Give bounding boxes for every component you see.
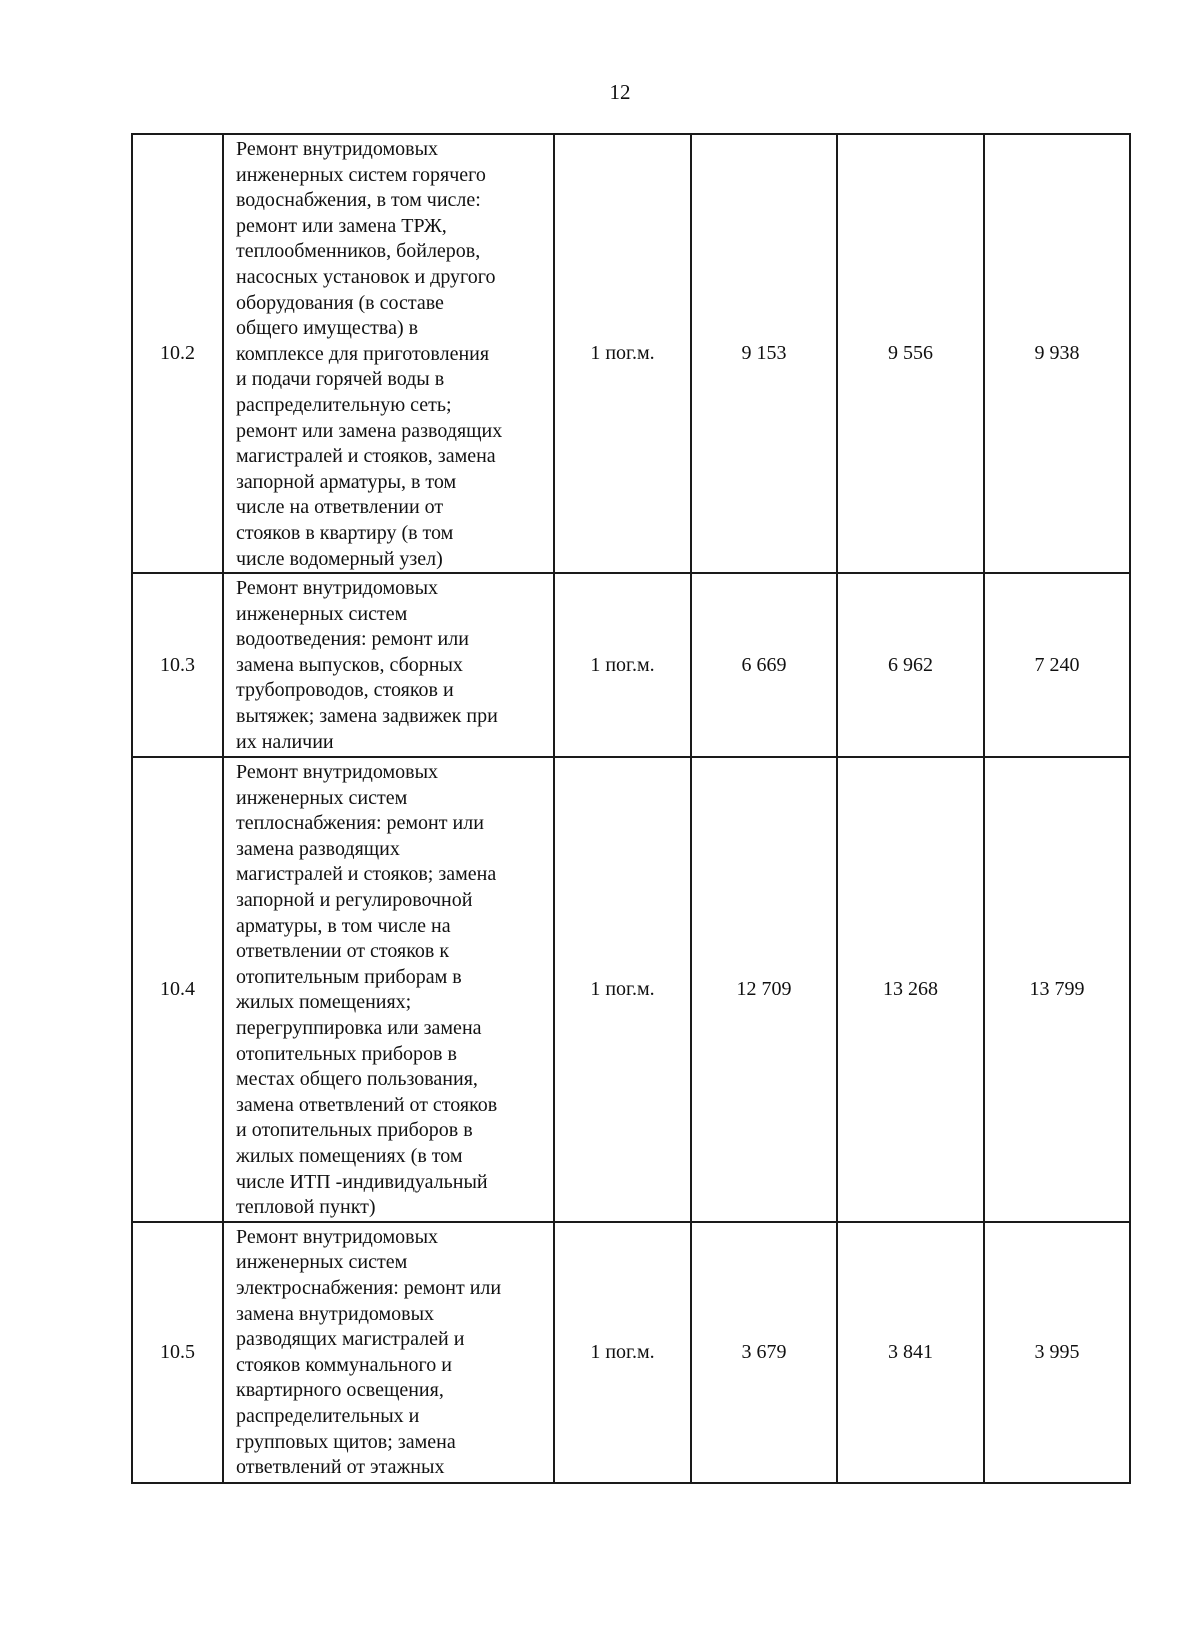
description-line: водоснабжения, в том числе: [236, 189, 481, 212]
description-line: ремонт или замена разводящих [236, 419, 503, 442]
description-line: общего имущества) в [236, 317, 419, 340]
row-description [223, 1222, 554, 1483]
description-line: Ремонт внутридомовых [236, 1225, 439, 1248]
row-value-2: 9 556 [837, 134, 984, 573]
description-line: Ремонт внутридомовых [236, 577, 439, 600]
description-line: стояков в квартиру (в том [236, 521, 454, 544]
description-line: замена внутридомовых [236, 1302, 435, 1325]
row-description [223, 757, 554, 1222]
description-line: оборудования (в составе [236, 291, 444, 314]
description-line: числе на ответвлении от [236, 496, 444, 519]
row-description [223, 134, 554, 573]
table-row [132, 134, 1130, 573]
row-value-1: 3 679 [691, 1222, 837, 1483]
description-line: вытяжек; замена задвижек при [236, 705, 498, 728]
description-line: магистралей и стояков; замена [236, 863, 497, 886]
description-line: стояков коммунального и [236, 1353, 452, 1376]
description-line: тепловой пункт) [236, 1196, 376, 1219]
row-value-1: 12 709 [691, 757, 837, 1222]
description-line: отопительных приборов в [236, 1042, 457, 1065]
description-line: магистралей и стояков, замена [236, 445, 496, 468]
row-number: 10.5 [132, 1222, 223, 1483]
description-line: трубопроводов, стояков и [236, 679, 454, 702]
description-line: запорной арматуры, в том [236, 470, 457, 493]
description-line: числе ИТП -индивидуальный [236, 1170, 488, 1193]
description-line: и подачи горячей воды в [236, 368, 445, 391]
row-number: 10.2 [132, 134, 223, 573]
page-number: 12 [609, 80, 631, 104]
description-line: арматуры, в том числе на [236, 914, 451, 937]
description-line: инженерных систем [236, 1251, 408, 1274]
table-row [132, 1222, 1130, 1483]
description-line: комплексе для приготовления [236, 342, 490, 365]
row-value-2: 6 962 [837, 573, 984, 757]
row-value-3: 13 799 [984, 757, 1130, 1222]
row-unit: 1 пог.м. [554, 134, 691, 573]
description-line: запорной и регулировочной [236, 889, 473, 912]
row-unit: 1 пог.м. [554, 1222, 691, 1483]
description-line: перегруппировка или замена [236, 1017, 482, 1040]
description-line: отопительным приборам в [236, 965, 462, 988]
description-line: инженерных систем горячего [236, 163, 486, 186]
table-row [132, 573, 1130, 757]
description-line: ответвлений от этажных [236, 1456, 445, 1479]
description-line: местах общего пользования, [236, 1068, 478, 1091]
description-line: Ремонт внутридомовых [236, 761, 439, 784]
description-line: квартирного освещения, [236, 1379, 444, 1402]
description-line: разводящих магистралей и [236, 1328, 465, 1351]
description-line: числе водомерный узел) [236, 547, 443, 570]
description-line: электроснабжения: ремонт или [236, 1276, 502, 1299]
description-line: водоотведения: ремонт или [236, 628, 469, 651]
row-description [223, 573, 554, 757]
description-line: инженерных систем [236, 602, 408, 625]
row-value-3: 7 240 [984, 573, 1130, 757]
description-line: замена выпусков, сборных [236, 653, 463, 676]
table-row [132, 757, 1130, 1222]
description-line: ремонт или замена ТРЖ, [236, 214, 447, 237]
row-value-1: 9 153 [691, 134, 837, 573]
description-line: Ремонт внутридомовых [236, 138, 439, 160]
description-line: жилых помещениях; [236, 991, 412, 1014]
row-value-2: 13 268 [837, 757, 984, 1222]
row-unit: 1 пог.м. [554, 573, 691, 757]
description-line: распределительную сеть; [236, 393, 452, 416]
price-table [131, 133, 1131, 1484]
row-value-3: 3 995 [984, 1222, 1130, 1483]
row-number: 10.4 [132, 757, 223, 1222]
row-unit: 1 пог.м. [554, 757, 691, 1222]
row-value-2: 3 841 [837, 1222, 984, 1483]
description-line: групповых щитов; замена [236, 1430, 456, 1453]
description-line: насосных установок и другого [236, 265, 496, 288]
description-line: и отопительных приборов в [236, 1119, 473, 1142]
description-line: теплообменников, бойлеров, [236, 240, 481, 263]
description-line: замена ответвлений от стояков [236, 1093, 498, 1116]
description-line: их наличии [236, 730, 334, 753]
description-line: замена разводящих [236, 837, 400, 860]
row-number: 10.3 [132, 573, 223, 757]
description-line: ответвлении от стояков к [236, 940, 450, 963]
description-line: теплоснабжения: ремонт или [236, 812, 484, 835]
description-line: распределительных и [236, 1404, 420, 1427]
description-line: жилых помещениях (в том [236, 1145, 463, 1167]
description-line: инженерных систем [236, 786, 408, 809]
row-value-3: 9 938 [984, 134, 1130, 573]
row-value-1: 6 669 [691, 573, 837, 757]
